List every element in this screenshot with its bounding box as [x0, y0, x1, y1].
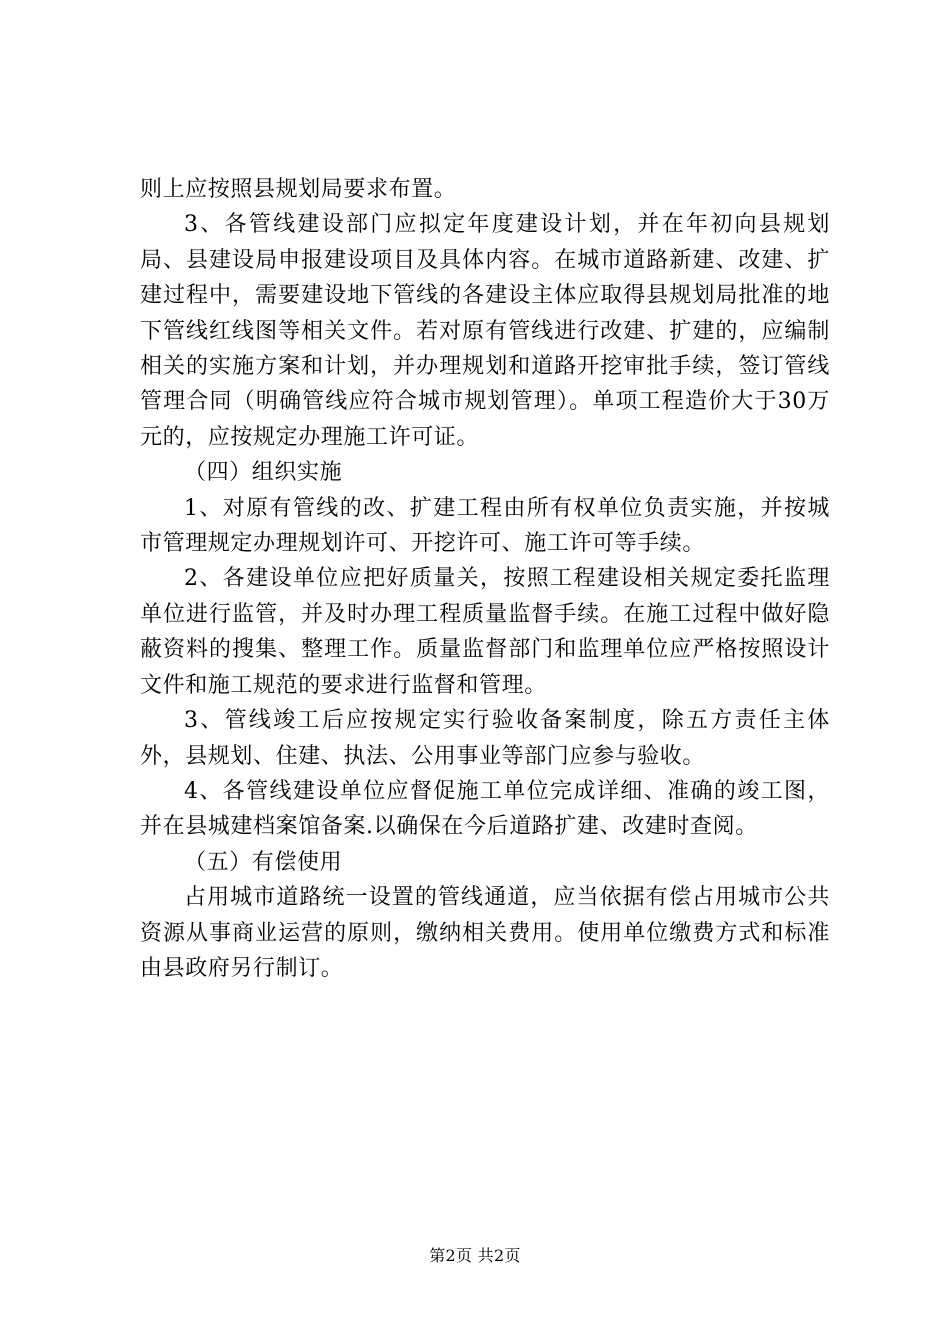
paragraph-item-4: 4、各管线建设单位应督促施工单位完成详细、准确的竣工图，并在县城建档案馆备案.以确保在今后道路扩建、改建时查阅。	[140, 778, 830, 840]
paragraph-item-3b: 3、管线竣工后应按规定实行验收备案制度，除五方责任主体外，县规划、住建、执法、公用事业等部门应参与验收。	[140, 708, 830, 769]
section-heading-4: （四）组织实施	[184, 460, 343, 486]
page-footer: 第2页 共2页	[429, 1246, 521, 1265]
paragraph-item-3: 3、各管线建设部门应拟定年度建设计划，并在年初向县规划局、县建设局申报建设项目及具体内容。在城市道路新建、改建、扩建过程中，需要建设地下管线的各建设主体应取得县规划局批准的地下管线红线图等相关文件。若对原有管线进行改建、扩建的，应编制相关的实施方案和计划，并办理规划和道路开挖审批手续，签订管线管理合同（明确管线应符合城市规划管理）。单项工程造价大于30万元的，应按规定办理施工许可证。	[140, 212, 830, 450]
paragraph-continuation: 则上应按照县规划局要求布置。	[140, 177, 457, 202]
paragraph-paid-use: 占用城市道路统一设置的管线通道，应当依据有偿占用城市公共资源从事商业运营的原则，缴纳相关费用。使用单位缴费方式和标准由县政府另行制订。	[140, 885, 830, 981]
section-heading-5: （五）有偿使用	[184, 849, 343, 875]
paragraph-item-1: 1、对原有管线的改、扩建工程由所有权单位负责实施，并按城市管理规定办理规划许可、开挖许可、施工许可等手续。	[140, 495, 830, 557]
paragraph-item-2: 2、各建设单位应把好质量关，按照工程建设相关规定委托监理单位进行监管，并及时办理工程质量监督手续。在施工过程中做好隐蔽资料的搜集、整理工作。质量监督部门和监理单位应严格按照设计文件和施工规范的要求进行监督和管理。	[140, 566, 830, 698]
document-body	[140, 172, 830, 986]
